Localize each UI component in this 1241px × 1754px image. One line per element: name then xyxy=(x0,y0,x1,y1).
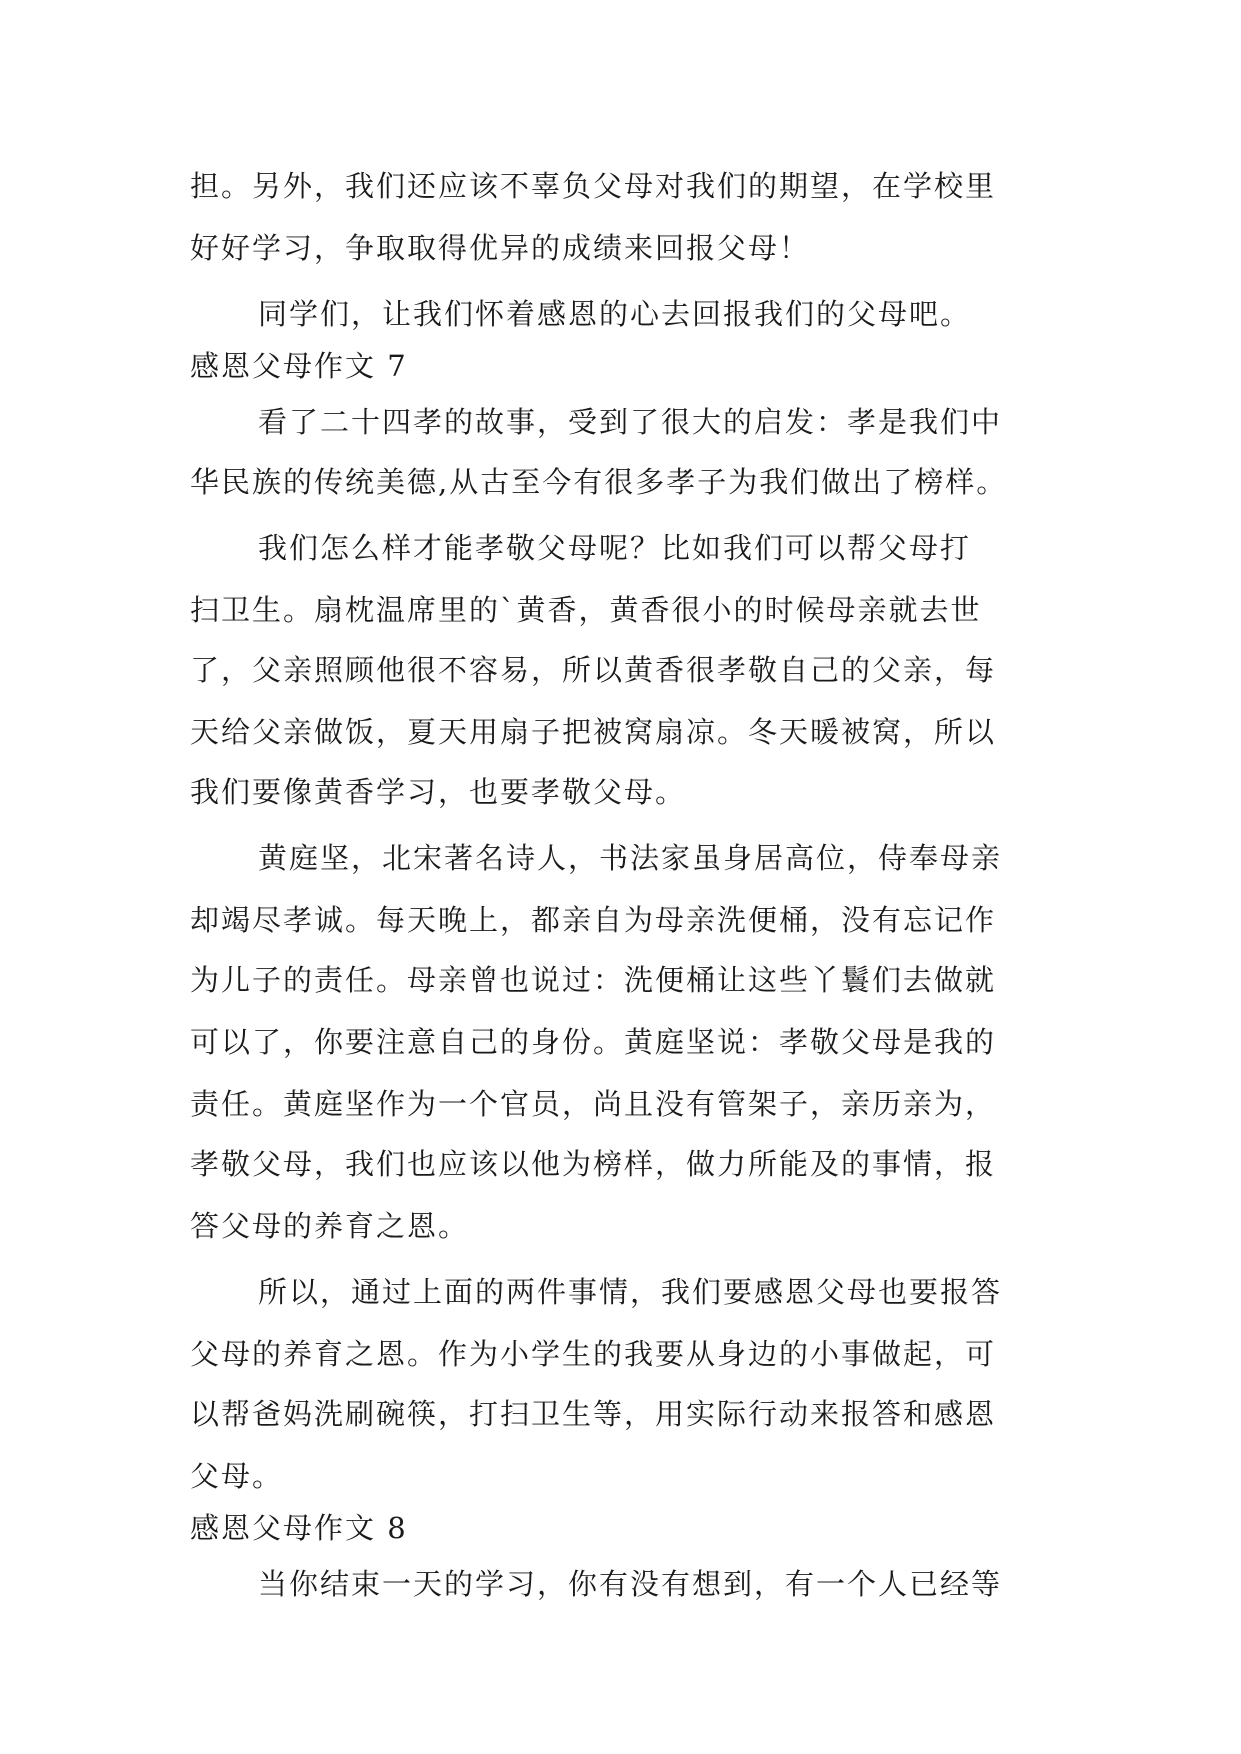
text-line: 了，父亲照顾他很不容易，所以黄香很孝敬自己的父亲，每 xyxy=(190,653,997,687)
section-heading: 感恩父母作文 8 xyxy=(190,1511,408,1545)
text-line: 可以了，你要注意自己的身份。黄庭坚说：孝敬父母是我的 xyxy=(190,1025,997,1059)
text-line: 孝敬父母，我们也应该以他为榜样，做力所能及的事情，报 xyxy=(190,1147,997,1181)
text-line: 父母的养育之恩。作为小学生的我要从身边的小事做起，可 xyxy=(190,1337,997,1371)
text-line: 扫卫生。扇枕温席里的`黄香，黄香很小的时候母亲就去世 xyxy=(190,593,982,627)
text-line: 华民族的传统美德,从古至今有很多孝子为我们做出了榜样。 xyxy=(190,465,1008,499)
text-line: 黄庭坚，北宋著名诗人，书法家虽身居高位，侍奉母亲 xyxy=(258,841,1003,875)
text-line: 天给父亲做饭，夏天用扇子把被窝扇凉。冬天暖被窝，所以 xyxy=(190,715,997,749)
text-line: 为儿子的责任。母亲曾也说过：洗便桶让这些丫鬟们去做就 xyxy=(190,963,997,997)
text-line: 看了二十四孝的故事，受到了很大的启发：孝是我们中 xyxy=(258,405,1003,439)
text-line: 我们怎么样才能孝敬父母呢？比如我们可以帮父母打 xyxy=(258,531,972,565)
text-line: 好好学习，争取取得优异的成绩来回报父母！ xyxy=(190,231,811,265)
text-line: 父母。 xyxy=(190,1459,284,1493)
section-heading: 感恩父母作文 7 xyxy=(190,349,408,383)
text-line: 责任。黄庭坚作为一个官员，尚且没有管架子，亲历亲为， xyxy=(190,1087,997,1121)
text-line: 却竭尽孝诚。每天晚上，都亲自为母亲洗便桶，没有忘记作 xyxy=(190,903,997,937)
text-line: 担。另外，我们还应该不辜负父母对我们的期望，在学校里 xyxy=(190,169,997,203)
text-line: 以帮爸妈洗刷碗筷，打扫卫生等，用实际行动来报答和感恩 xyxy=(190,1397,997,1431)
text-line: 所以，通过上面的两件事情，我们要感恩父母也要报答 xyxy=(258,1275,1003,1309)
text-line: 我们要像黄香学习，也要孝敬父母。 xyxy=(190,775,687,809)
text-line: 同学们，让我们怀着感恩的心去回报我们的父母吧。 xyxy=(258,297,972,331)
text-line: 答父母的养育之恩。 xyxy=(190,1209,470,1243)
text-line: 当你结束一天的学习，你有没有想到，有一个人已经等 xyxy=(258,1567,1003,1601)
